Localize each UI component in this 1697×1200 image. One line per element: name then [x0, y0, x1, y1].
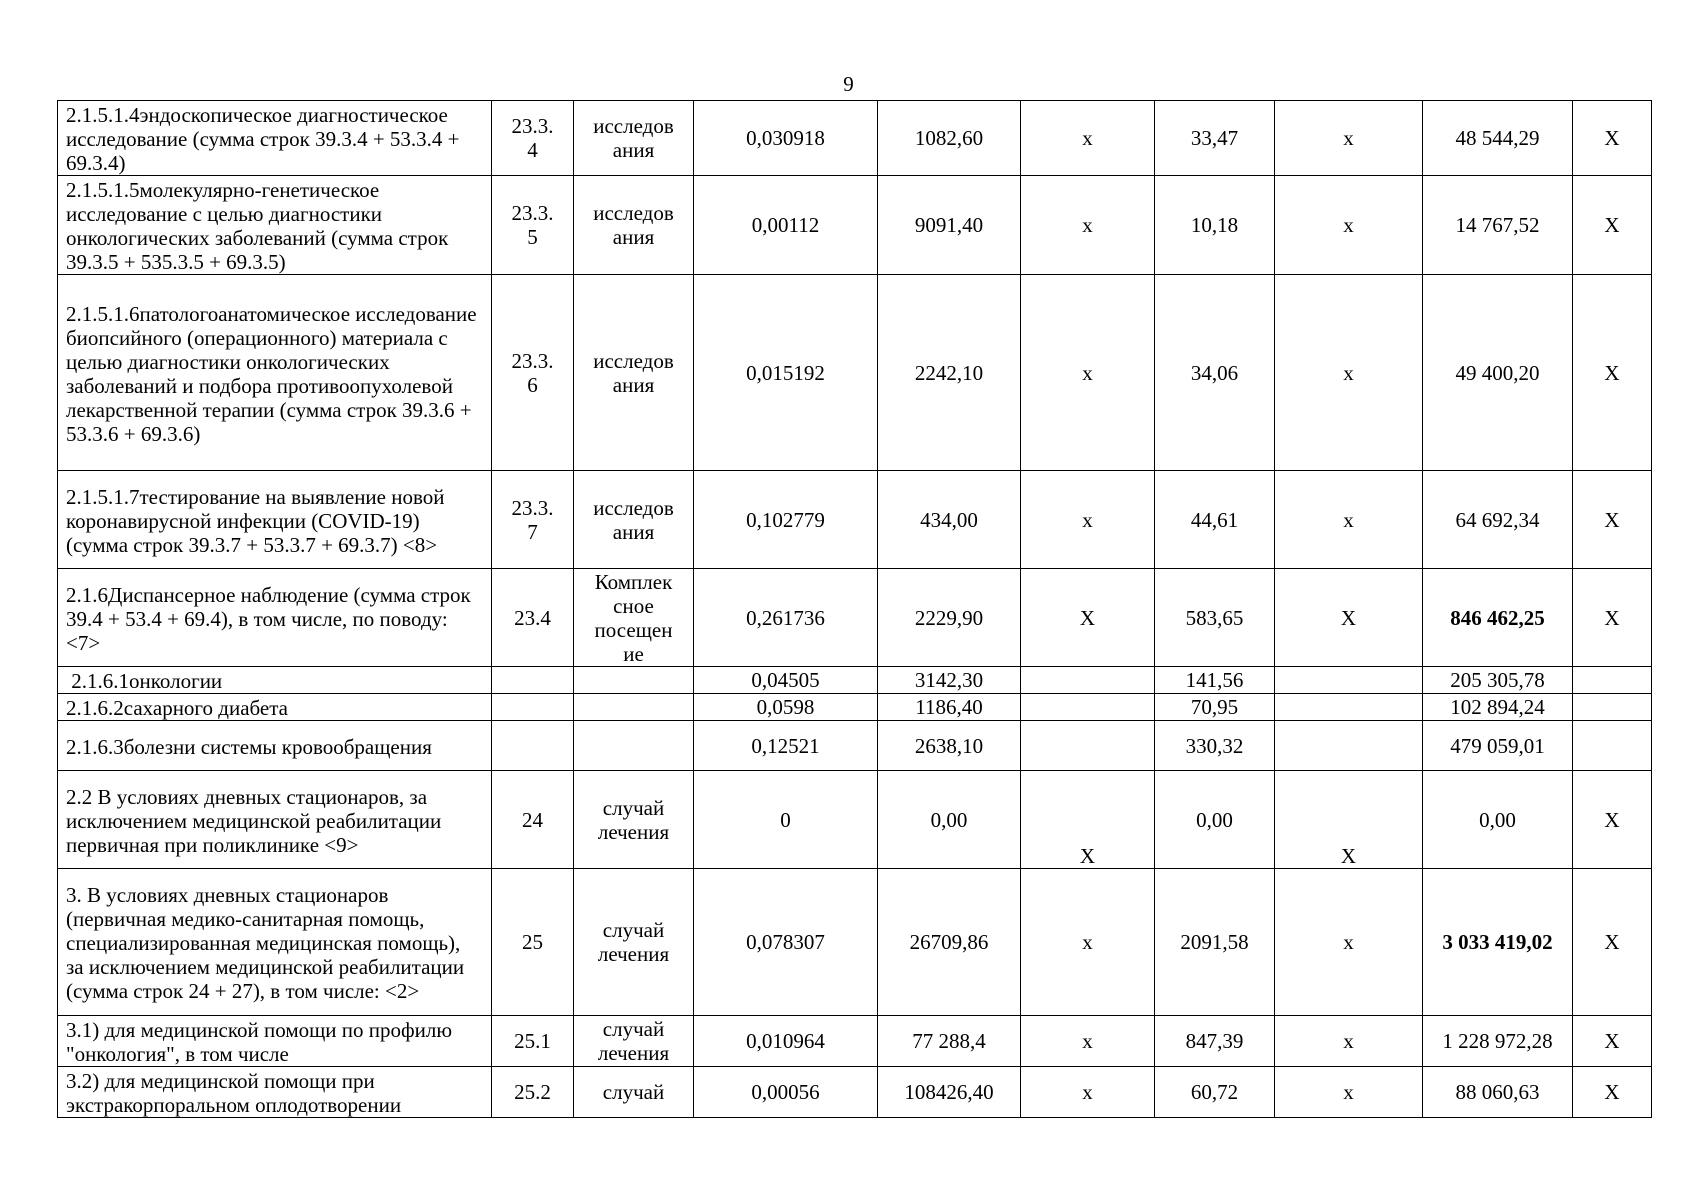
row-unit: случай лечения	[574, 1016, 694, 1067]
table-row	[58, 694, 1652, 721]
row-code: 23.3. 5	[492, 176, 574, 275]
row-code: 23.3. 4	[492, 101, 574, 176]
table-row	[58, 1016, 1652, 1067]
row-sum: 60,72	[1155, 1067, 1275, 1118]
row-description: 2.1.6.2сахарного диабета	[58, 694, 492, 721]
row-unit: исследов ания	[574, 471, 694, 569]
row-x3: Х	[1573, 869, 1652, 1016]
row-unit: исследов ания	[574, 275, 694, 471]
row-unit: случай лечения	[574, 869, 694, 1016]
row-x1	[1021, 694, 1155, 721]
row-x2	[1275, 694, 1423, 721]
row-x1	[1021, 721, 1155, 771]
row-norm: 0,102779	[694, 471, 878, 569]
row-total: 479 059,01	[1423, 721, 1573, 771]
row-description: 2.1.5.1.7тестирование на выявление новой коронавирусной инфекции (COVID-19) (сумма строк 39.3.7 + 53.3.7 + 69.3.7) <8>	[58, 471, 492, 569]
row-cost: 2229,90	[878, 569, 1021, 667]
table-row	[58, 101, 1652, 176]
row-x3: Х	[1573, 471, 1652, 569]
table-row	[58, 569, 1652, 667]
row-x1: х	[1021, 275, 1155, 471]
page-number: 9	[843, 72, 854, 96]
row-sum: 33,47	[1155, 101, 1275, 176]
row-cost: 2242,10	[878, 275, 1021, 471]
row-norm: 0,015192	[694, 275, 878, 471]
row-unit	[574, 721, 694, 771]
row-sum: 10,18	[1155, 176, 1275, 275]
row-code: 25.1	[492, 1016, 574, 1067]
row-sum: 70,95	[1155, 694, 1275, 721]
row-cost: 26709,86	[878, 869, 1021, 1016]
table-row	[58, 721, 1652, 771]
row-cost: 9091,40	[878, 176, 1021, 275]
row-code: 25.2	[492, 1067, 574, 1118]
row-norm: 0	[694, 771, 878, 869]
row-x3: Х	[1573, 275, 1652, 471]
row-x2: Х	[1275, 569, 1423, 667]
row-sum: 583,65	[1155, 569, 1275, 667]
row-x1: х	[1021, 176, 1155, 275]
row-x3: Х	[1573, 771, 1652, 869]
row-total: 3 033 419,02	[1423, 869, 1573, 1016]
row-cost: 2638,10	[878, 721, 1021, 771]
row-x3: Х	[1573, 1067, 1652, 1118]
row-cost: 3142,30	[878, 667, 1021, 694]
row-x1: х	[1021, 1067, 1155, 1118]
row-x2: х	[1275, 471, 1423, 569]
row-cost: 108426,40	[878, 1067, 1021, 1118]
row-code: 23.3. 6	[492, 275, 574, 471]
row-norm: 0,00056	[694, 1067, 878, 1118]
row-norm: 0,00112	[694, 176, 878, 275]
row-norm: 0,04505	[694, 667, 878, 694]
row-x2: х	[1275, 101, 1423, 176]
table-row	[58, 667, 1652, 694]
row-total: 0,00	[1423, 771, 1573, 869]
tariff-table	[57, 100, 1652, 1118]
row-unit	[574, 667, 694, 694]
row-code: 24	[492, 771, 574, 869]
row-x1: Х	[1021, 771, 1155, 869]
row-description: 3. В условиях дневных стационаров (первичная медико-санитарная помощь, специализированная медицинская помощь), за исключением медицинской реабилитации (сумма строк 24 + 27), в том числе: <2>	[58, 869, 492, 1016]
row-cost: 434,00	[878, 471, 1021, 569]
row-x3: Х	[1573, 176, 1652, 275]
row-description: 3.1) для медицинской помощи по профилю "онкология", в том числе	[58, 1016, 492, 1067]
row-code: 25	[492, 869, 574, 1016]
row-x2: х	[1275, 869, 1423, 1016]
table-row	[58, 1067, 1652, 1118]
row-x2	[1275, 721, 1423, 771]
row-total: 49 400,20	[1423, 275, 1573, 471]
row-norm: 0,261736	[694, 569, 878, 667]
row-x3: Х	[1573, 101, 1652, 176]
row-x2: х	[1275, 1016, 1423, 1067]
row-unit	[574, 694, 694, 721]
row-description: 2.1.5.1.6патологоанатомическое исследование биопсийного (операционного) материала с целью диагностики онкологических заболеваний и подбора противоопухолевой лекарственной терапии (сумма строк 39.3.6 + 53.3.6 + 69.3.6)	[58, 275, 492, 471]
row-unit: Комплек сное посещен ие	[574, 569, 694, 667]
row-x1: х	[1021, 471, 1155, 569]
row-x3: Х	[1573, 569, 1652, 667]
row-total: 64 692,34	[1423, 471, 1573, 569]
row-x1: Х	[1021, 569, 1155, 667]
row-code: 23.4	[492, 569, 574, 667]
row-description: 2.1.6.1онкологии	[58, 667, 492, 694]
row-unit: исследов ания	[574, 176, 694, 275]
row-x1: х	[1021, 1016, 1155, 1067]
row-sum: 44,61	[1155, 471, 1275, 569]
row-sum: 141,56	[1155, 667, 1275, 694]
row-x1: х	[1021, 869, 1155, 1016]
row-norm: 0,010964	[694, 1016, 878, 1067]
row-x3	[1573, 721, 1652, 771]
table-row	[58, 771, 1652, 869]
row-x3	[1573, 667, 1652, 694]
row-description: 3.2) для медицинской помощи при экстракорпоральном оплодотворении	[58, 1067, 492, 1118]
row-description: 2.2 В условиях дневных стационаров, за исключением медицинской реабилитации первичная при поликлинике <9>	[58, 771, 492, 869]
table-row	[58, 869, 1652, 1016]
row-total: 846 462,25	[1423, 569, 1573, 667]
row-description: 2.1.6Диспансерное наблюдение (сумма строк 39.4 + 53.4 + 69.4), в том числе, по поводу: <7>	[58, 569, 492, 667]
row-cost: 1082,60	[878, 101, 1021, 176]
row-code	[492, 667, 574, 694]
row-total: 205 305,78	[1423, 667, 1573, 694]
row-code: 23.3. 7	[492, 471, 574, 569]
row-sum: 847,39	[1155, 1016, 1275, 1067]
row-norm: 0,0598	[694, 694, 878, 721]
row-x3: Х	[1573, 1016, 1652, 1067]
row-x2: Х	[1275, 771, 1423, 869]
table-row	[58, 176, 1652, 275]
row-code	[492, 694, 574, 721]
row-cost: 0,00	[878, 771, 1021, 869]
table-row	[58, 471, 1652, 569]
row-sum: 34,06	[1155, 275, 1275, 471]
row-x2: х	[1275, 1067, 1423, 1118]
row-norm: 0,12521	[694, 721, 878, 771]
row-x2: х	[1275, 275, 1423, 471]
row-total: 102 894,24	[1423, 694, 1573, 721]
row-sum: 2091,58	[1155, 869, 1275, 1016]
row-norm: 0,030918	[694, 101, 878, 176]
row-description: 2.1.5.1.4эндоскопическое диагностическое исследование (сумма строк 39.3.4 + 53.3.4 + 69.3.4)	[58, 101, 492, 176]
row-total: 48 544,29	[1423, 101, 1573, 176]
row-sum: 0,00	[1155, 771, 1275, 869]
table-row	[58, 275, 1652, 471]
row-description: 2.1.5.1.5молекулярно-генетическое исследование с целью диагностики онкологических заболеваний (сумма строк 39.3.5 + 535.3.5 + 69.3.5)	[58, 176, 492, 275]
row-unit: исследов ания	[574, 101, 694, 176]
row-unit: случай	[574, 1067, 694, 1118]
row-x2	[1275, 667, 1423, 694]
row-description: 2.1.6.3болезни системы кровообращения	[58, 721, 492, 771]
row-norm: 0,078307	[694, 869, 878, 1016]
row-total: 14 767,52	[1423, 176, 1573, 275]
row-code	[492, 721, 574, 771]
row-x1: х	[1021, 101, 1155, 176]
row-cost: 1186,40	[878, 694, 1021, 721]
row-cost: 77 288,4	[878, 1016, 1021, 1067]
row-total: 88 060,63	[1423, 1067, 1573, 1118]
row-unit: случай лечения	[574, 771, 694, 869]
row-x3	[1573, 694, 1652, 721]
row-x2: х	[1275, 176, 1423, 275]
row-total: 1 228 972,28	[1423, 1016, 1573, 1067]
row-x1	[1021, 667, 1155, 694]
row-sum: 330,32	[1155, 721, 1275, 771]
